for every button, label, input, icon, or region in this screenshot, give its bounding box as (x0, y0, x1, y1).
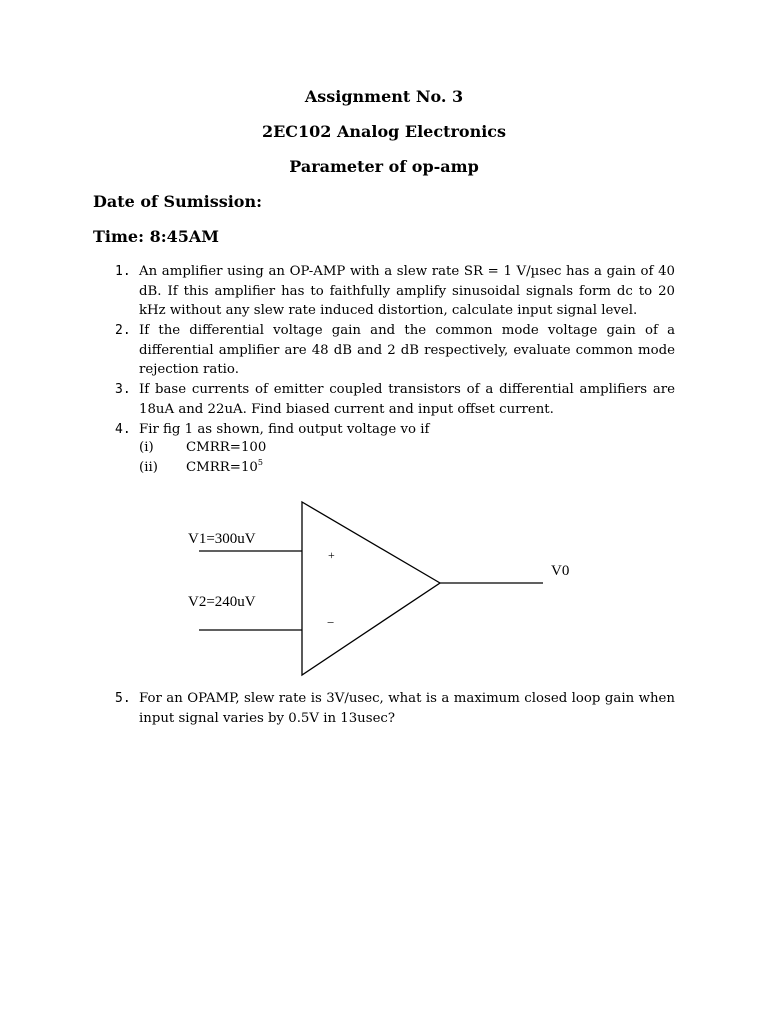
question-number: 3. (115, 382, 131, 397)
minus-sign: − (327, 615, 335, 630)
opamp-triangle (302, 502, 440, 675)
question-1 (115, 262, 675, 321)
opamp-figure (188, 495, 570, 680)
question-number: 5. (115, 691, 131, 706)
question-text: For an OPAMP, slew rate is 3V/usec, what is a maximum closed loop gain when input signal varies by 0.5V in 13usec? (139, 691, 675, 726)
date-of-submission: Date of Sumission: (93, 192, 263, 211)
topic-title: Parameter of op-amp (289, 157, 479, 176)
course-title: 2EC102 Analog Electronics (261, 122, 507, 141)
question-text: If the differential voltage gain and the common mode voltage gain of a differential amplifier are 48 dB and 2 dB respectively, evaluate common mode rejection ratio. (139, 323, 675, 378)
subitem-text: CMRR=100 (186, 440, 267, 455)
question-4 (115, 420, 675, 440)
v2-label: V2=240uV (188, 594, 256, 610)
question-text: An amplifier using an OP-AMP with a slew rate SR = 1 V/µsec has a gain of 40 dB. If this amplifier has to faithfully amplify sinusoidal signals form dc to 20 kHz without any slew rate induced distortion, calculate input signal level. (139, 264, 675, 319)
question-text: Fir fig 1 as shown, find output voltage vo if (139, 422, 430, 437)
subitem-exponent: 5 (257, 458, 263, 467)
question-3 (115, 380, 675, 419)
output-label: V0 (551, 563, 570, 579)
question-2 (115, 321, 675, 380)
subitem-text: CMRR=10 (186, 460, 258, 475)
time-label: Time: 8:45AM (93, 227, 219, 246)
subitem-i (139, 440, 266, 455)
v1-label: V1=300uV (188, 531, 256, 547)
question-number: 2. (115, 323, 131, 338)
question-text: If base currents of emitter coupled transistors of a differential amplifiers are 18uA and 22uA. Find biased current and input offset current. (139, 382, 675, 417)
question-number: 4. (115, 422, 131, 437)
plus-sign: + (328, 548, 335, 562)
subitem-label: (i) (139, 440, 154, 455)
question-5 (115, 689, 675, 728)
subitem-label: (ii) (139, 460, 158, 475)
question-number: 1. (115, 264, 131, 279)
subitem-ii (139, 460, 263, 475)
assignment-title: Assignment No. 3 (304, 87, 464, 106)
